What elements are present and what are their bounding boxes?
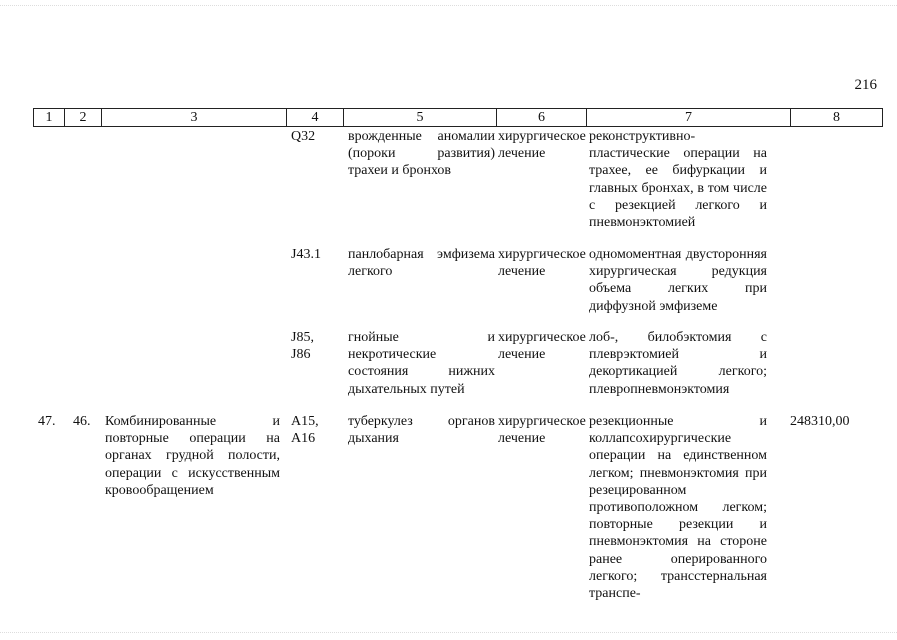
- row-0-code: Q32: [291, 129, 316, 144]
- column-number-header: [33, 108, 883, 127]
- row-2-code: J85, J86: [291, 330, 314, 363]
- header-col-6: 6: [497, 109, 587, 127]
- header-col-5: 5: [344, 109, 497, 127]
- row-0-method: реконструктивно-пластические операции на трахее, ее бифуркации и главных бронхах, в том числе с резекцией легкого и пневмонэктомией: [589, 129, 767, 231]
- row-0-disease: врожденные аномалии (пороки развития) трахеи и бронхов: [348, 129, 495, 179]
- row-1-disease: панлобарная эмфизема легкого: [348, 247, 495, 280]
- page-number: 216: [854, 77, 877, 93]
- header-col-3: 3: [102, 109, 287, 127]
- row-2-treatment: хирургическое лечение: [498, 330, 586, 363]
- header-col-8: 8: [791, 109, 883, 127]
- header-col-1: 1: [34, 109, 65, 127]
- header-col-7: 7: [587, 109, 791, 127]
- header-col-2: 2: [65, 109, 102, 127]
- header-col-4: 4: [287, 109, 344, 127]
- row-3-num1: 47.: [38, 414, 56, 429]
- row-2-method: лоб-, билобэктомия с плеврэктомией и декортикацией легкого; плевропневмонэктомия: [589, 330, 767, 397]
- row-2-disease: гнойные и некротические состояния нижних дыхательных путей: [348, 330, 495, 397]
- row-3-num2: 46.: [73, 414, 91, 429]
- row-3-treatment: хирургическое лечение: [498, 414, 586, 447]
- row-0-treatment: хирургическое лечение: [498, 129, 586, 162]
- row-1-method: одномоментная двусторонняя хирургическая редукция объема легких при диффузной эмфиземе: [589, 247, 767, 314]
- scan-artifact-bottom: [0, 632, 897, 633]
- row-1-treatment: хирургическое лечение: [498, 247, 586, 280]
- scan-artifact-top: [0, 5, 897, 6]
- row-3-price: 248310,00: [790, 414, 850, 429]
- row-3-method: резекционные и коллапсохирургические операции на единственном легком; пневмонэктомия при резецированном противоположном легком; повторные резекции и пневмонэктомия на стороне ранее оперированного легкого; трансстернальная транспе-: [589, 414, 767, 602]
- row-3-code: A15, A16: [291, 414, 319, 447]
- row-1-code: J43.1: [291, 247, 321, 262]
- row-3-name: Комбинированные и повторные операции на органах грудной полости, операции с искусственным кровообращением: [105, 414, 280, 498]
- row-3-disease: туберкулез органов дыхания: [348, 414, 495, 447]
